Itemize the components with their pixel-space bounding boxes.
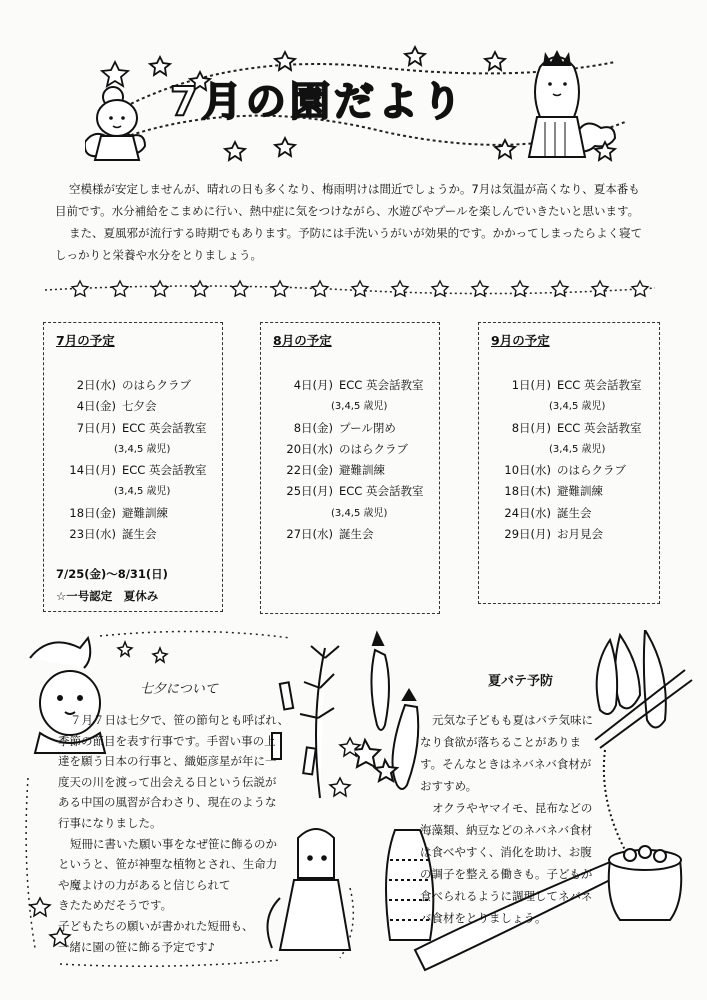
star-divider xyxy=(45,278,655,298)
natsubate-line: おすすめ。 xyxy=(420,779,478,793)
schedule-event: 誕生会 xyxy=(122,527,157,542)
natsubate-line: バ食材をとりましょう。 xyxy=(420,911,547,925)
schedule-date: 29日(月) xyxy=(504,527,551,542)
natsubate-line: の調子を整える働きも。子どもが xyxy=(420,867,593,881)
schedule-row xyxy=(56,375,210,396)
divider-star xyxy=(352,281,368,296)
schedule-date: 22日(金) xyxy=(286,463,333,478)
schedule-row xyxy=(273,439,427,460)
schedule-date: 10日(水) xyxy=(504,463,551,478)
natsubate-line: 食べられるように調理してネバネ xyxy=(420,889,593,903)
schedule-row xyxy=(491,418,647,439)
intro-line: また、夏風邪が流行する時期でもあります。予防には手洗いうがいが効果的です。かかってしまったらよく寝て xyxy=(69,226,643,240)
schedule-event: お月見会 xyxy=(557,527,603,542)
schedule-event: 避難訓練 xyxy=(122,505,168,520)
schedule-event: 七夕会 xyxy=(122,399,157,414)
schedule-event: ECC 英会話教室 xyxy=(557,378,642,392)
intro-line: 空模様が安定しませんが、晴れの日も多くなり、梅雨明けは間近でしょうか。7月は気温が高くなり、夏本番も xyxy=(69,182,640,196)
divider-star xyxy=(632,281,648,296)
schedule-note: (3,4,5 歳児) xyxy=(549,401,606,413)
divider-star xyxy=(552,281,568,296)
schedule-event: 避難訓練 xyxy=(339,463,385,478)
orihime-illustration xyxy=(529,50,585,157)
schedule-event: 避難訓練 xyxy=(557,484,603,499)
tanabata-line: 一緒に園の笹に飾る予定です♪ xyxy=(58,939,215,954)
schedule-september xyxy=(478,322,660,604)
schedule-date: 14日(月) xyxy=(69,463,116,478)
schedule-row xyxy=(491,524,647,545)
schedule-row xyxy=(491,460,647,481)
schedule-date: 18日(金) xyxy=(69,505,116,520)
schedule-row xyxy=(273,481,427,502)
natsubate-line: 元気な子どもも夏はバテ気味に xyxy=(432,713,593,727)
kombu-illustration xyxy=(615,635,640,708)
divider-star xyxy=(272,281,288,296)
schedule-row xyxy=(56,396,210,417)
tanabata-line: 短冊に書いた願い事をなぜ笹に飾るのか xyxy=(70,836,277,851)
schedule-note: (3,4,5 歳児) xyxy=(114,486,171,498)
schedule-row xyxy=(273,375,427,396)
tanabata-line: 季節の節目を表す行事です。手習い事の上 xyxy=(58,733,276,748)
summer-vacation xyxy=(56,563,210,607)
divider-star xyxy=(592,281,608,296)
schedule-event: プール閉め xyxy=(339,420,396,435)
schedule-date: 24日(水) xyxy=(504,505,551,520)
tanabata-body xyxy=(58,710,350,957)
schedule-row xyxy=(273,418,427,439)
schedule-row xyxy=(491,375,647,396)
hikoboshi-illustration xyxy=(95,87,139,160)
schedule-heading: 9月の予定 xyxy=(491,333,550,348)
schedule-date: 7日(月) xyxy=(76,420,116,435)
schedule-date: 25日(月) xyxy=(286,484,333,499)
schedule-event: ECC 英会話教室 xyxy=(339,484,424,499)
schedule-note: (3,4,5 歳児) xyxy=(331,401,388,413)
tanabata-line: 子どもたちの願いが書かれた短冊も、 xyxy=(58,918,254,933)
natsubate-line: なり食欲が落ちることがありま xyxy=(420,735,581,749)
tanabata-line: 度天の川を渡って出会える日という伝説が xyxy=(58,774,277,789)
natsubate-line: す。そんなときはネバネバ食材が xyxy=(420,757,592,771)
divider-star xyxy=(232,281,248,296)
natsubate-body xyxy=(420,709,625,929)
schedule-note: (3,4,5 歳児) xyxy=(549,443,606,455)
divider-star xyxy=(72,281,88,296)
divider-star xyxy=(152,281,168,296)
schedule-note: (3,4,5 歳児) xyxy=(331,507,388,519)
schedule-august xyxy=(260,322,440,614)
schedule-event: のはらクラブ xyxy=(557,463,626,478)
schedule-row xyxy=(491,481,647,502)
divider-star xyxy=(392,281,408,296)
summer-label: ☆一号認定 夏休み xyxy=(56,589,159,604)
natsubate-line: は食べやすく、消化を助け、お腹 xyxy=(420,845,592,859)
schedule-date: 4日(金) xyxy=(76,399,116,414)
schedule-heading: 7月の予定 xyxy=(56,333,115,348)
schedule-date: 1日(月) xyxy=(511,378,551,392)
natsubate-title: 夏バテ予防 xyxy=(488,674,554,689)
schedule-row xyxy=(56,524,210,545)
schedule-date: 20日(水) xyxy=(286,441,333,456)
tanabata-line: 達を願う日本の行事と、織姫彦星が年に一 xyxy=(58,754,277,769)
schedule-note: (3,4,5 歳児) xyxy=(114,443,171,455)
natsubate-line: オクラやヤマイモ、昆布などの xyxy=(432,801,593,815)
tanabata-line: や魔よけの力があると信じられて xyxy=(58,877,231,892)
divider-star xyxy=(192,281,208,296)
tanabata-line: きたためだそうです。 xyxy=(58,898,173,913)
schedule-event: ECC 英会話教室 xyxy=(557,420,642,435)
schedule-event: ECC 英会話教室 xyxy=(122,463,207,478)
okra-illustration xyxy=(371,650,389,730)
schedule-event: 誕生会 xyxy=(339,527,374,542)
divider-star xyxy=(112,281,128,296)
schedule-row xyxy=(56,460,210,481)
schedule-row xyxy=(56,503,210,524)
schedule-row xyxy=(273,524,427,545)
schedule-row xyxy=(56,418,210,439)
intro-line: 目前です。水分補給をこまめに行い、熱中症に気をつけながら、水遊びやプールを楽しんでいきたいと思います。 xyxy=(55,204,640,218)
schedule-date: 23日(水) xyxy=(69,527,116,542)
tanabata-title: 七夕について xyxy=(140,682,218,697)
schedule-date: 18日(木) xyxy=(504,484,551,499)
tanabata-line: 行事になりました。 xyxy=(58,815,162,830)
schedule-row xyxy=(491,503,647,524)
summer-period: 7/25(金)～8/31(日) xyxy=(56,567,168,582)
schedule-event: ECC 英会話教室 xyxy=(122,420,207,435)
schedule-date: 4日(月) xyxy=(293,378,333,392)
schedule-date: 8日(金) xyxy=(293,420,333,435)
tanabata-line: ７月７日は七夕で、笹の節句とも呼ばれ、 xyxy=(70,713,289,727)
schedule-july xyxy=(43,322,223,612)
divider-star xyxy=(312,281,328,296)
schedule-event: 誕生会 xyxy=(557,505,592,520)
schedule-event: ECC 英会話教室 xyxy=(339,378,424,392)
intro-line: しっかりと栄養や水分をとりましょう。 xyxy=(55,248,262,262)
newsletter-title: 7月の園だより xyxy=(170,79,466,125)
schedule-date: 2日(水) xyxy=(76,378,116,392)
schedule-event: のはらクラブ xyxy=(122,378,191,392)
natsubate-line: 海藻類、納豆などのネバネバ食材 xyxy=(420,823,593,837)
schedule-heading: 8月の予定 xyxy=(273,333,332,348)
schedule-date: 27日(水) xyxy=(286,527,333,542)
tanabata-line: ある中国の風習が合わさり、現在のような xyxy=(58,795,277,810)
tanabata-line: というと、笹が神聖な植物とされ、生命力 xyxy=(58,857,278,872)
intro-paragraph xyxy=(55,178,655,266)
schedule-row xyxy=(273,460,427,481)
schedule-event: のはらクラブ xyxy=(339,441,408,456)
schedule-date: 8日(月) xyxy=(511,420,551,435)
